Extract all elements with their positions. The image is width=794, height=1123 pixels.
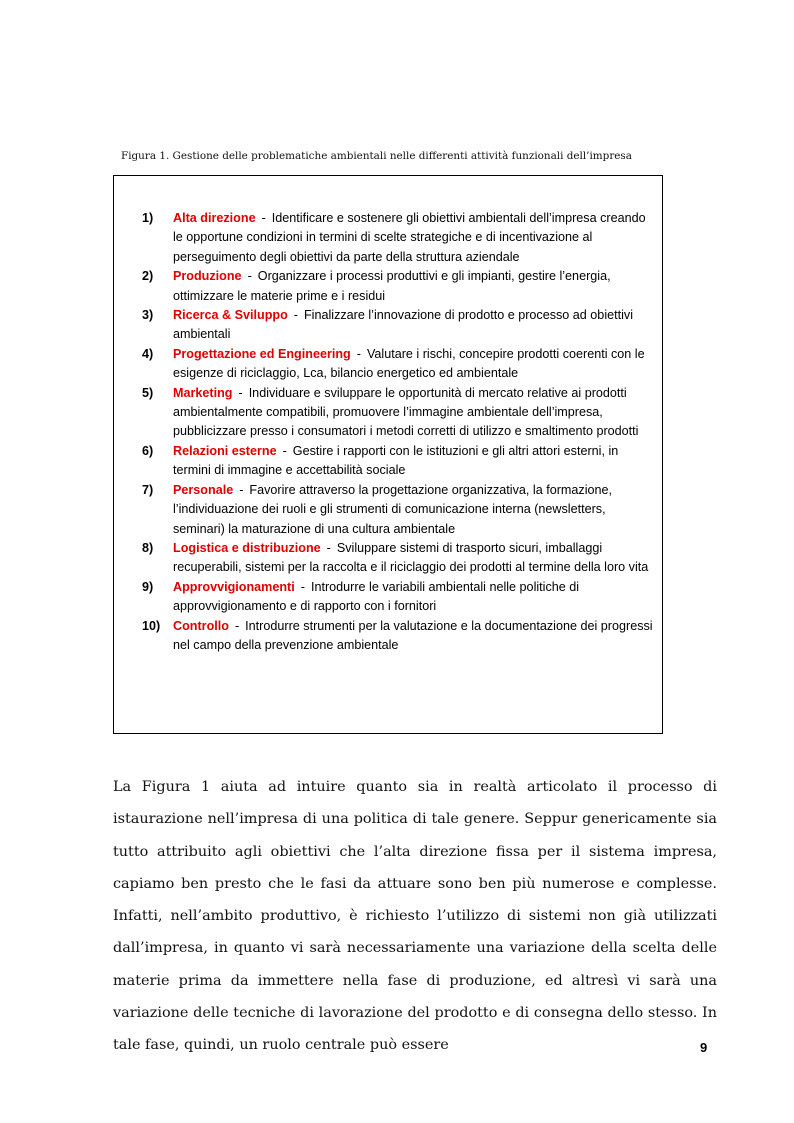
figure-list xyxy=(142,209,657,655)
item-title: Ricerca & Sviluppo xyxy=(173,308,288,323)
figure-box xyxy=(113,175,663,734)
item-title: Controllo xyxy=(173,618,229,633)
item-separator: - xyxy=(293,308,298,323)
item-title: Progettazione ed Engineering xyxy=(173,346,351,361)
item-separator: - xyxy=(356,346,361,361)
item-number: 9) xyxy=(142,579,154,594)
list-item xyxy=(142,617,657,656)
item-text: Gestire i rapporti con le istituzioni e gli altri attori esterni, in termini di immagine e accettabilità sociale xyxy=(173,443,619,478)
list-item xyxy=(142,442,657,481)
item-number: 7) xyxy=(142,482,154,497)
item-number: 2) xyxy=(142,269,154,284)
item-title: Alta direzione xyxy=(173,211,256,225)
item-separator: - xyxy=(238,385,243,400)
item-text: Finalizzare l’innovazione di prodotto e processo ad obiettivi ambientali xyxy=(173,308,634,342)
item-text: Favorire attraverso la progettazione organizzativa, la formazione, l’individuazione dei ruoli e gli strumenti di comunicazione interna (newsletters, seminari) la maturazione di una cultura ambientale xyxy=(173,482,613,536)
body-paragraph: La Figura 1 aiuta ad intuire quanto sia in realtà articolato il processo di istaurazione nell’impresa di una politica di tale genere. Seppur genericamente sia tutto attribuito agli obiettivi che l’alta direzione fissa per il sistema impresa, capiamo ben presto che le fasi da attuare sono ben più numerose e complesse. Infatti, nell’ambito produttivo, è richiesto l’utilizzo di sistemi non già utilizzati dall’impresa, in quanto vi sarà necessariamente una variazione della scelta delle materie prima da immettere nella fase di produzione, ed altresì vi sarà una variazione delle tecniche di lavorazione del prodotto e di consegna dello stesso. In tale fase, quindi, un ruolo centrale può essere xyxy=(113,779,717,1054)
item-number: 6) xyxy=(142,443,154,458)
item-text: Introdurre le variabili ambientali nelle politiche di approvvigionamento e di rapporto con i fornitori xyxy=(173,579,580,614)
item-title: Marketing xyxy=(173,385,233,400)
list-item xyxy=(142,306,657,345)
item-number: 3) xyxy=(142,308,154,323)
list-item xyxy=(142,345,657,384)
item-text: Individuare e sviluppare le opportunità di mercato relative ai prodotti ambientalmente compatibili, promuovere l’immagine ambientale dell’impresa, pubblicizzare presso i consumatori i metodi corretti di utilizzo e smaltimento prodotti xyxy=(173,385,639,439)
item-title: Personale xyxy=(173,482,234,497)
figure-caption: Figura 1. Gestione delle problematiche ambientali nelle differenti attività funzionali dell’impresa xyxy=(121,150,632,162)
item-number: 8) xyxy=(142,540,154,555)
item-text: Introdurre strumenti per la valutazione e la documentazione dei progressi nel campo della prevenzione ambientale xyxy=(173,618,653,652)
item-title: Relazioni esterne xyxy=(173,443,277,458)
list-item xyxy=(142,384,657,442)
item-separator: - xyxy=(261,211,266,225)
item-number: 1) xyxy=(142,211,154,225)
item-text: Identificare e sostenere gli obiettivi ambientali dell’impresa creando le opportune condizioni in termini di scelte strategiche e di incentivazione al perseguimento degli obiettivi da parte della struttura aziendale xyxy=(173,211,646,264)
item-separator: - xyxy=(326,540,331,555)
list-item xyxy=(142,481,657,539)
item-separator: - xyxy=(239,482,244,497)
item-separator: - xyxy=(282,443,287,458)
item-number: 10) xyxy=(142,618,161,633)
item-separator: - xyxy=(234,618,240,633)
item-title: Logistica e distribuzione xyxy=(173,540,321,555)
item-title: Approvvigionamenti xyxy=(173,579,295,594)
list-item xyxy=(142,267,657,306)
list-item xyxy=(142,539,657,578)
list-item xyxy=(142,209,657,267)
item-number: 5) xyxy=(142,385,154,400)
item-text: Organizzare i processi produttivi e gli impianti, gestire l’energia, ottimizzare le materie prime e i residui xyxy=(173,269,611,303)
page-number: 9 xyxy=(700,1040,708,1055)
item-text: Sviluppare sistemi di trasporto sicuri, imballaggi recuperabili, sistemi per la raccolta e il riciclaggio dei prodotti al termine della loro vita xyxy=(173,540,649,575)
list-item xyxy=(142,578,657,617)
item-title: Produzione xyxy=(173,269,242,284)
item-number: 4) xyxy=(142,346,154,361)
item-separator: - xyxy=(300,579,305,594)
item-text: Valutare i rischi, concepire prodotti coerenti con le esigenze di riciclaggio, Lca, bilancio energetico ed ambientale xyxy=(173,346,645,381)
item-separator: - xyxy=(247,269,252,284)
